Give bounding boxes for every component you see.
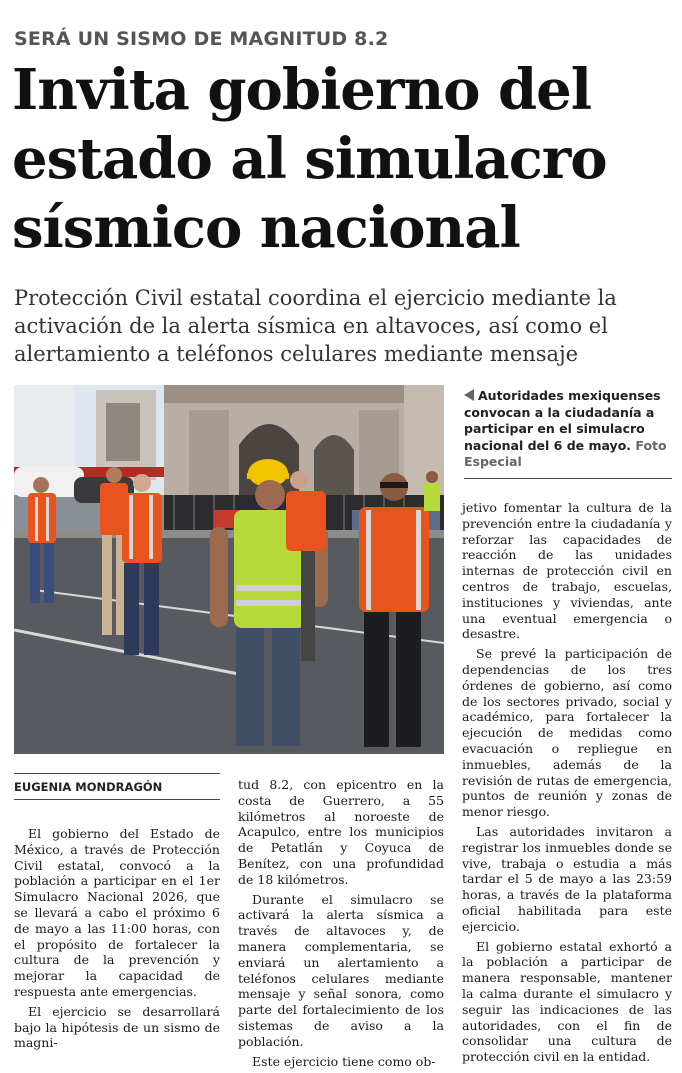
body-paragraph: jetivo fomentar la cultura de la prevención entre la ciudadanía y reforzar las capacidades de reacción de las unidades internas de protección civil en centros de trabajo, escuelas, instituciones y viviendas, ante una eventual emergencia o desastre. — [462, 500, 672, 642]
photo-caption — [464, 388, 674, 471]
caption-divider — [464, 478, 672, 479]
article-byline: EUGENIA MONDRAGÓN — [14, 780, 163, 794]
article-photo — [14, 385, 444, 754]
deck-line: alertamiento a teléfonos celulares mediante mensaje — [14, 342, 579, 366]
headline-line: Invita gobierno del — [12, 57, 592, 123]
article-headline — [12, 56, 672, 263]
article-kicker: SERÁ UN SISMO DE MAGNITUD 8.2 — [14, 28, 389, 50]
body-paragraph: Se prevé la participación de dependencias de los tres órdenes de gobierno, así como de los sectores privado, social y académico, para fortalecer la ejecución de medidas como evacuación o repliegue en inmuebles, además de la revisión de rutas de emergencia, puntos de reunión y zonas de menor riesgo. — [462, 646, 672, 820]
body-column-1 — [14, 826, 220, 1055]
body-paragraph: Las autoridades invitaron a registrar los inmuebles donde se vive, trabaja o estudia a más tardar el 5 de mayo a las 23:59 horas, a través de la plataforma oficial habilitada para este ejercicio. — [462, 823, 672, 934]
article-deck — [14, 284, 674, 368]
deck-line: activación de la alerta sísmica en altavoces, así como el — [14, 314, 608, 338]
caption-text: Autoridades mexiquenses convocan a la ciudadanía a participar en el simulacro nacional del 6 de mayo. — [464, 388, 661, 453]
body-paragraph: Este ejercicio tiene como ob- — [252, 1053, 436, 1069]
body-paragraph: El gobierno estatal exhortó a la población a participar de manera responsable, mantener la calma durante el simulacro y seguir las indicaciones de las autoridades, con el fin de consolidar una cultura de protección civil en la entidad. — [462, 938, 672, 1065]
byline-divider-top — [14, 773, 220, 774]
photo-credit: Foto Especial — [464, 437, 667, 469]
caption-arrow-icon — [464, 389, 474, 401]
byline-divider-bottom — [14, 799, 220, 800]
body-paragraph: Durante el simulacro se activará la alerta sísmica a través de altavoces y, de manera complementaria, se enviará un alertamiento a teléfonos celulares mediante mensaje y señal sonora, como parte del fortalecimiento de los sistemas de aviso a la población. — [238, 891, 444, 1049]
headline-line: estado al simulacro — [12, 126, 607, 192]
body-paragraph: El gobierno del Estado de México, a través de Protección Civil estatal, convocó a la población a participar en el 1er Simulacro Nacional 2026, que se llevará a cabo el próximo 6 de mayo a las 11:00 horas, con el propósito de fortalecer la cultura de la prevención y mejorar la capacidad de respuesta ante emergencias. — [14, 826, 220, 999]
body-paragraph: El ejercicio se desarrollará bajo la hipótesis de un sismo de magni- — [14, 1003, 220, 1051]
body-column-2 — [238, 777, 444, 1073]
body-column-3 — [462, 500, 672, 1069]
body-paragraph: tud 8.2, con epicentro en la costa de Guerrero, a 55 kilómetros al noroeste de Acapulco, entre los municipios de Petatlán y Coyuca de Benítez, con una profundidad de 18 kilómetros. — [238, 777, 444, 887]
headline-line: sísmico nacional — [12, 195, 520, 261]
deck-line: Protección Civil estatal coordina el ejercicio mediante la — [14, 286, 617, 310]
